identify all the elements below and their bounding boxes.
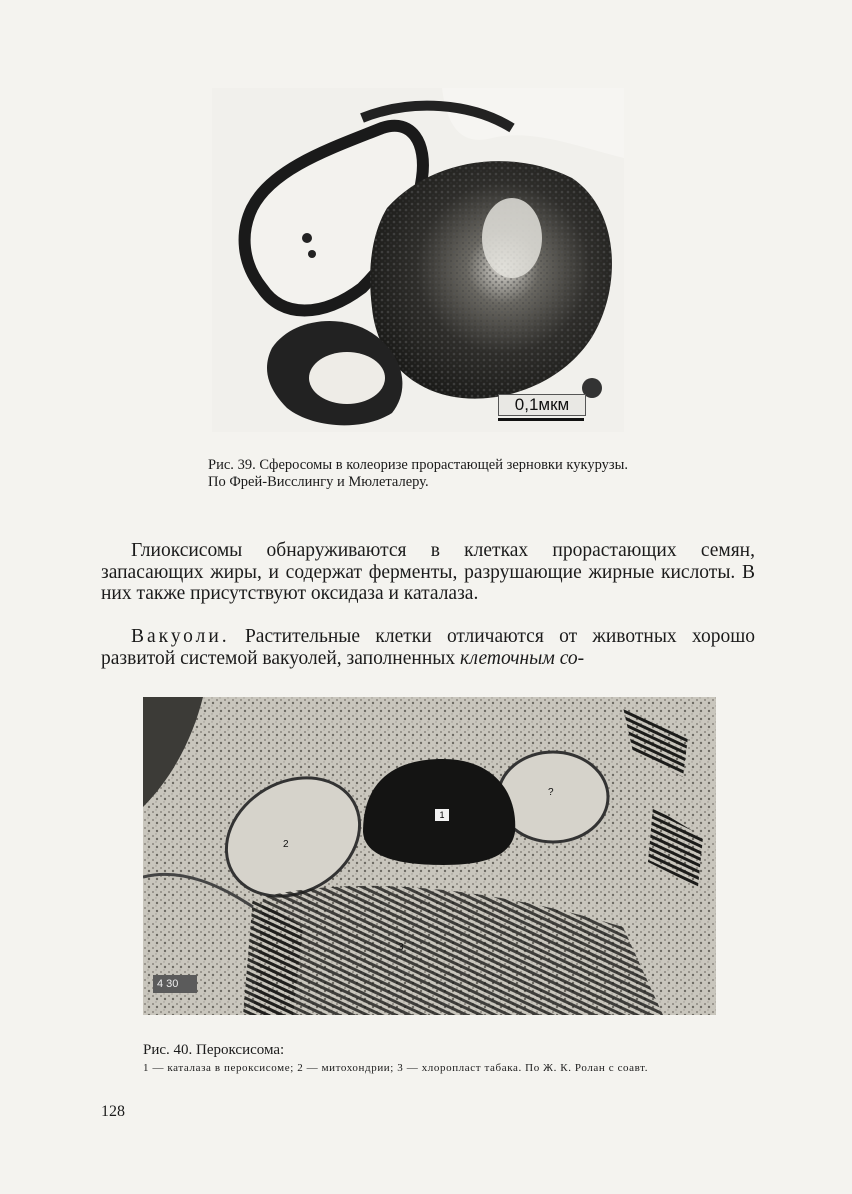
label-chloroplast: 3 [398,942,404,953]
label-mitochondrion: 2 [283,839,289,850]
paragraph-glyoxysomes: Глиоксисомы обнаруживаются в клетках прорастающих семян, запасающих жиры, и содержат ферменты, разрушающие жирные кислоты. В них также присутствуют оксидаза и каталаза. [101,540,755,604]
label-catalase: 1 [435,809,449,821]
vacuoles-text: Растительные клетки отличаются от животных хорошо развитой системой вакуолей, заполненных [101,626,755,669]
label-unknown: ? [548,787,554,798]
page-number: 128 [101,1103,125,1120]
peroxisome-micrograph-image [143,697,716,1015]
label-magnification: 4 30 [153,975,197,993]
figure-40-micrograph [143,697,716,1015]
figure-39-caption: Рис. 39. Сферосомы в колеоризе прорастающей зерновки кукурузы. По Фрей-Висслингу и Мюлеталеру. [208,457,628,490]
spherosome-micrograph-image [212,88,624,432]
figure-39-micrograph [212,88,624,432]
scale-bar-label: 0,1мкм [498,394,586,416]
figure-40-caption-legend: 1 — каталаза в пероксисоме; 2 — митохондрии; 3 — хлоропласт табака. По Ж. К. Ролан с соавт. [143,1062,649,1074]
vacuoles-heading: Вакуоли. [131,626,230,647]
figure-40-caption-title: Рис. 40. Пероксисома: [143,1042,285,1058]
vacuoles-italic-term: клеточным со- [459,647,585,669]
paragraph-vacuoles [101,626,755,669]
